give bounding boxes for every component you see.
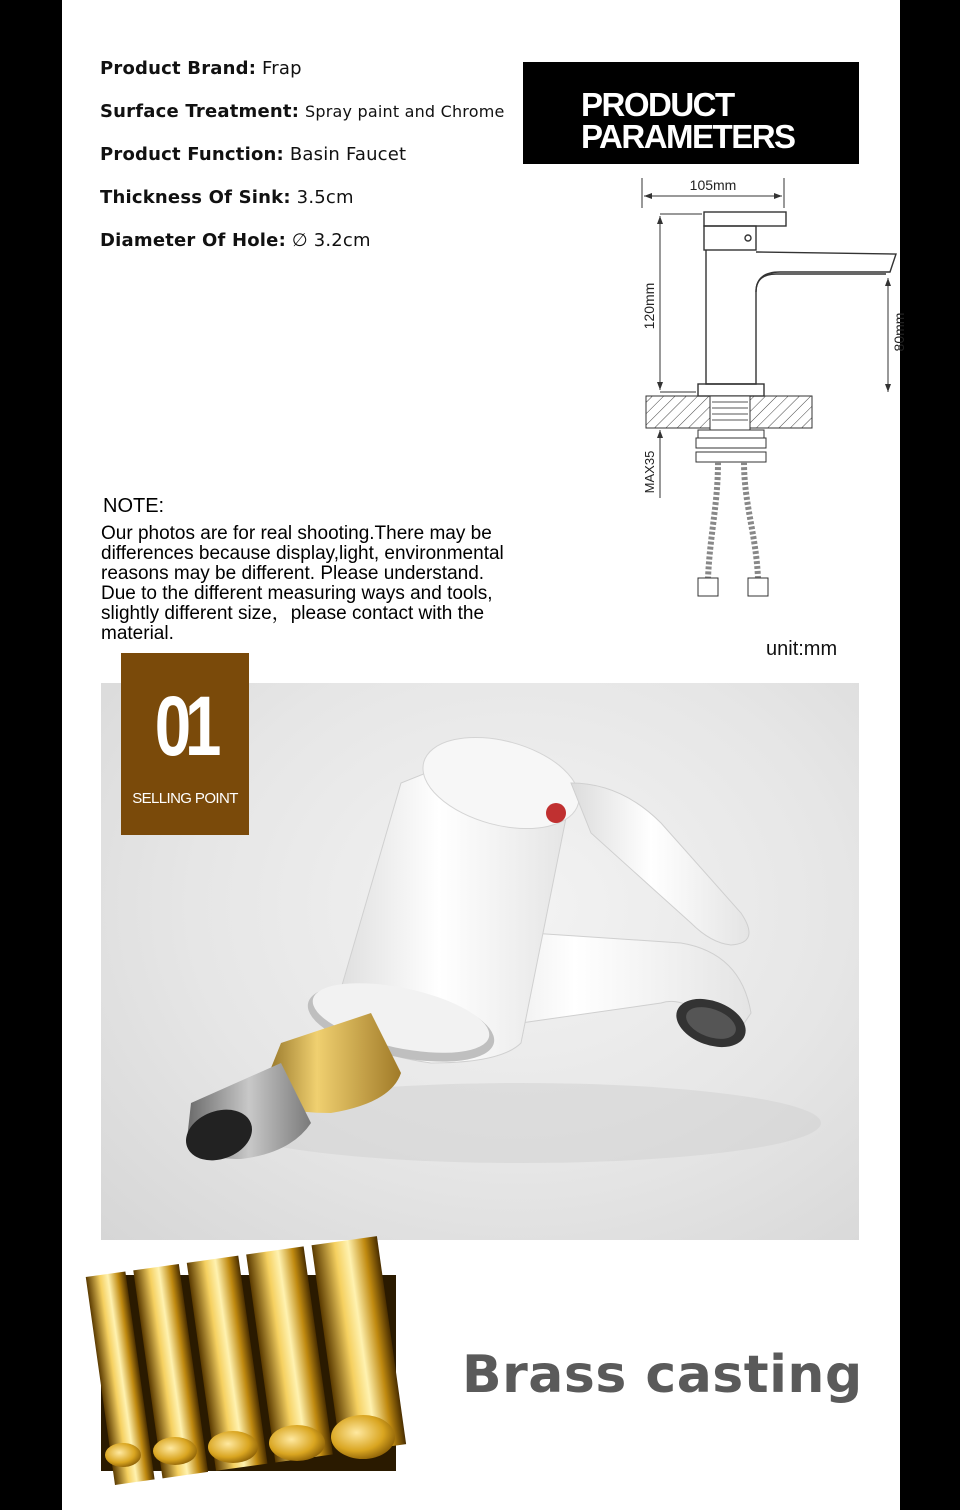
spec-function-label: Product Function: (100, 144, 284, 165)
note-title: NOTE: (103, 495, 165, 517)
parameters-heading-line2: PARAMETERS (581, 118, 795, 155)
selling-point-label: SELLING POINT (132, 790, 238, 807)
spec-function-value: Basin Faucet (289, 144, 407, 165)
feature-title: Brass casting (462, 1345, 863, 1405)
product-page (62, 0, 907, 1510)
selling-point-number: 01 (154, 679, 216, 773)
parameters-heading (523, 62, 859, 164)
spec-thickness (100, 187, 354, 208)
spec-surface-value: Spray paint and Chrome (305, 102, 505, 121)
height-label: 120mm (641, 282, 657, 330)
width-dimension (642, 177, 784, 208)
note-line: reasons may be different. Please understand. (101, 563, 485, 584)
spec-diameter-label: Diameter Of Hole: (100, 230, 286, 251)
spec-surface-label: Surface Treatment: (100, 101, 300, 122)
note-line: slightly different size，please contact with the (101, 603, 485, 624)
spec-diameter (100, 230, 371, 251)
note-line: differences because display,light, environmental (101, 543, 504, 564)
faucet-dimension-diagram (580, 174, 907, 614)
faucet-outline (698, 212, 898, 396)
selling-point-badge (121, 653, 249, 835)
note-text (101, 524, 581, 644)
sink-slab (646, 396, 812, 462)
spec-thickness-label: Thickness Of Sink: (100, 187, 291, 208)
spout-dimension (885, 278, 907, 392)
spec-function (100, 144, 406, 165)
brass-rods-illustration (101, 1275, 396, 1471)
spec-brand-label: Product Brand: (100, 58, 257, 79)
width-label: 105mm (689, 177, 737, 193)
spout-label: 80mm (891, 312, 907, 352)
height-dimension (641, 214, 702, 392)
note-line: material. (101, 623, 174, 644)
max-label: MAX35 (642, 450, 657, 494)
unit-label: unit:mm (766, 638, 838, 660)
brass-rods-image (101, 1275, 396, 1471)
note-line: Due to the different measuring ways and tools, (101, 583, 493, 604)
spec-brand (100, 58, 302, 79)
spec-diameter-value: ∅ 3.2cm (291, 230, 371, 251)
hoses (698, 462, 768, 596)
note-line: Our photos are for real shooting.There may be (101, 523, 492, 544)
spec-surface (100, 101, 505, 122)
parameters-heading-line1: PRODUCT (581, 86, 734, 123)
max-dimension (642, 430, 663, 498)
spec-brand-value: Frap (262, 58, 302, 79)
spec-thickness-value: 3.5cm (296, 187, 354, 208)
